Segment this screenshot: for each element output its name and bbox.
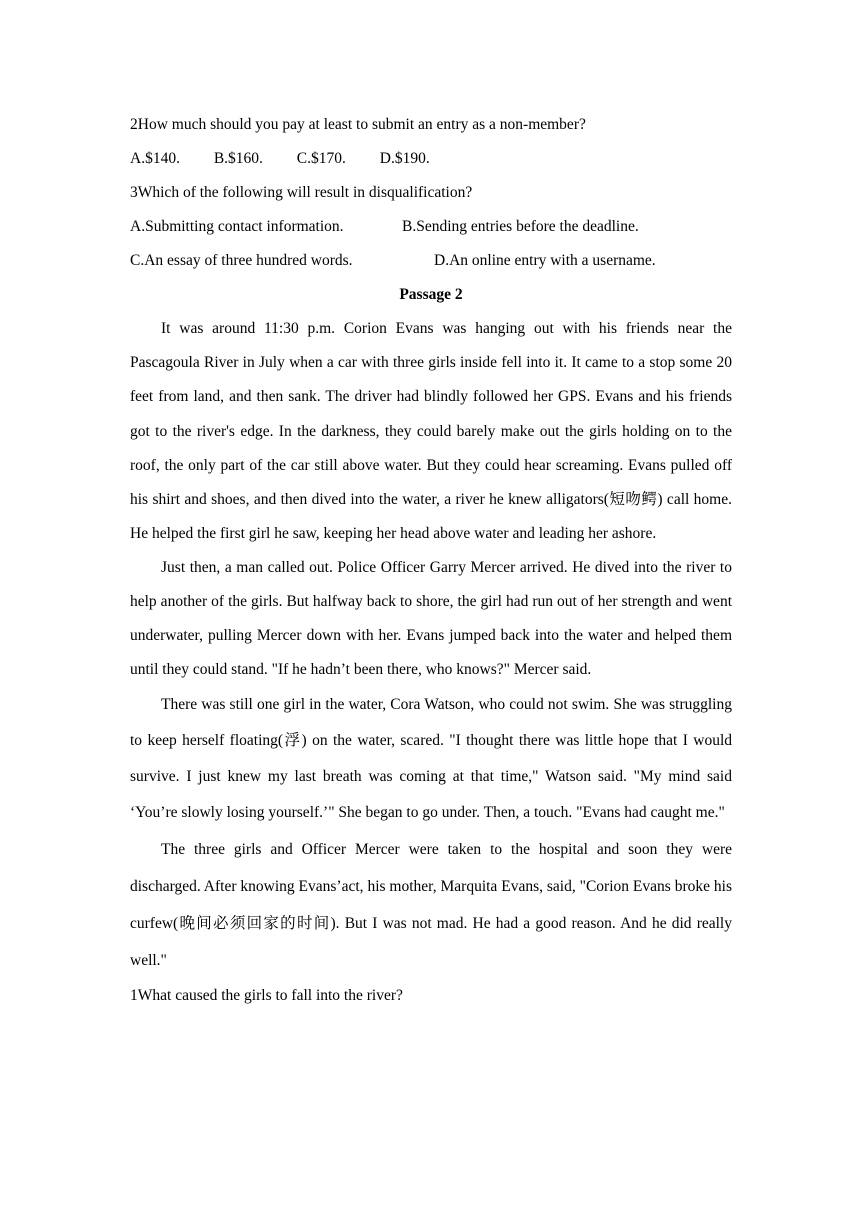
document-page [130,108,732,1013]
passage-paragraph-3: There was still one girl in the water, Cora Watson, who could not swim. She was struggling to keep herself floating(浮) on the water, scared. "I thought there was little hope that I would survive. I just knew my last breath was coming at that time," Watson said. "My mind said ‘You’re slowly losing yourself.’" She began to go under. Then, a touch. "Evans had caught me." [130,696,732,822]
question-1-stem: 1What caused the girls to fall into the river? [130,987,403,1005]
option-d: D.$190. [379,150,430,167]
option-c: C.$170. [296,150,346,167]
option-c: C.An essay of three hundred words. [130,252,353,269]
passage-title: Passage 2 [399,286,463,303]
option-b: B.$160. [213,150,263,167]
passage-paragraph-4: The three girls and Officer Mercer were taken to the hospital and soon they were discharged. After knowing Evans’act, his mother, Marquita Evans, said, "Corion Evans broke his curfew(晚间必须回家的时间). But I was not mad. He had a good reason. And he did really well." [130,841,732,970]
option-d: D.An online entry with a username. [434,252,656,269]
option-a: A.Submitting contact information. [130,218,344,235]
question-3-options-row-1 [130,210,732,244]
question-3-stem: 3Which of the following will result in disqualification? [130,184,473,201]
question-2-stem: 2How much should you pay at least to submit an entry as a non-member? [130,116,586,133]
question-2-options [130,142,732,176]
option-a: A.$140. [130,150,180,167]
question-3-options-row-2 [130,244,732,278]
option-b: B.Sending entries before the deadline. [402,218,639,235]
passage-paragraph-1: It was around 11:30 p.m. Corion Evans was hanging out with his friends near the Pascagoula River in July when a car with three girls inside fell into it. It came to a stop some 20 feet from land, and then sank. The driver had blindly followed her GPS. Evans and his friends got to the river's edge. In the darkness, they could barely make out the girls holding on to the roof, the only part of the car still above water. But they could hear screaming. Evans pulled off his shirt and shoes, and then dived into the water, a river he knew alligators(短吻鳄) call home. He helped the first girl he saw, keeping her head above water and leading her ashore. [130,320,732,543]
passage-paragraph-2: Just then, a man called out. Police Officer Garry Mercer arrived. He dived into the river to help another of the girls. But halfway back to shore, the girl had run out of her strength and went underwater, pulling Mercer down with her. Evans jumped back into the water and helped them until they could stand. "If he hadn’t been there, who knows?" Mercer said. [130,559,732,679]
